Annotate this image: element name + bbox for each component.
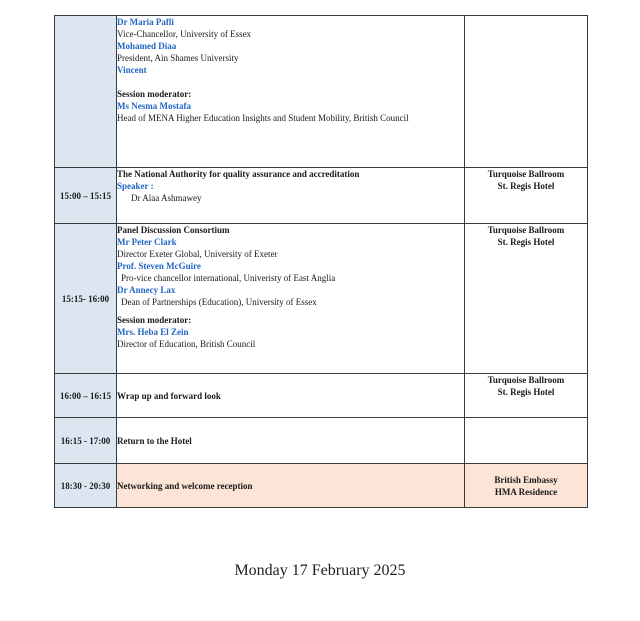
venue-line: Turquoise Ballroom [487, 169, 565, 179]
moderator-heading: Session moderator: [117, 315, 192, 325]
speaker-name: Dr Maria Pafli [117, 17, 174, 27]
time-cell: 15:00 – 15:15 [55, 168, 117, 224]
speaker-role: Vice-Chancellor, University of Essex [117, 29, 252, 39]
speaker-role: Pro-vice chancellor international, Univeristy of East Anglia [121, 273, 336, 283]
venue-line: Turquoise Ballroom [487, 225, 565, 235]
speaker-role: Director Exeter Global, University of Exeter [117, 249, 278, 259]
time-cell: 15:15- 16:00 [55, 224, 117, 374]
moderator-role: Head of MENA Higher Education Insights and Student Mobility, British Council [117, 113, 409, 123]
agenda-row [55, 16, 588, 168]
venue-cell [465, 16, 588, 168]
agenda-table [54, 15, 588, 508]
agenda-body [55, 16, 588, 508]
moderator-heading: Session moderator: [117, 89, 192, 99]
session-title: Networking and welcome reception [117, 480, 253, 491]
moderator-role: Director of Education, British Council [117, 339, 256, 349]
speaker-role: President, Ain Shames University [117, 53, 239, 63]
speaker-name: Mohamed Diaa [117, 41, 177, 51]
venue-line: St. Regis Hotel [497, 237, 555, 247]
session-title: Wrap up and forward look [117, 390, 221, 401]
date-caption: Monday 17 February 2025 [234, 562, 406, 579]
session-title: Panel Discussion Consortium [117, 225, 230, 235]
venue-cell [465, 464, 588, 508]
time-cell [55, 16, 117, 168]
time-cell: 18:30 - 20:30 [55, 464, 117, 508]
description-cell [117, 464, 465, 508]
speaker-name: Mr Peter Clark [117, 237, 177, 247]
venue-line: British Embassy [494, 474, 558, 485]
description-cell [117, 418, 465, 464]
agenda-row-highlighted [55, 464, 588, 508]
session-title: The National Authority for quality assurance and accreditation [117, 169, 360, 179]
session-title: Return to the Hotel [117, 435, 192, 446]
speaker-name: Prof. Steven McGuire [117, 261, 201, 271]
moderator-name: Ms Nesma Mostafa [117, 101, 191, 111]
speaker-name: Dr Alaa Ashmawey [131, 193, 202, 203]
description-cell [117, 16, 465, 168]
moderator-name: Mrs. Heba El Zein [117, 327, 189, 337]
line-spacer [117, 76, 464, 88]
speaker-label: Speaker : [117, 181, 154, 191]
venue-line: HMA Residence [494, 486, 558, 497]
description-cell [117, 374, 465, 418]
speaker-role: Dean of Partnerships (Education), University of Essex [121, 297, 317, 307]
venue-cell [465, 168, 588, 224]
venue-line: St. Regis Hotel [497, 181, 555, 191]
agenda-row [55, 374, 588, 418]
agenda-row [55, 224, 588, 374]
venue-cell [465, 418, 588, 464]
description-cell [117, 168, 465, 224]
speaker-name: Vincent [117, 65, 147, 75]
agenda-row [55, 418, 588, 464]
speaker-name: Dr Annecy Lax [117, 285, 176, 295]
venue-cell [465, 224, 588, 374]
description-cell [117, 224, 465, 374]
time-cell: 16:15 - 17:00 [55, 418, 117, 464]
venue-line: Turquoise Ballroom [487, 375, 565, 385]
agenda-row [55, 168, 588, 224]
time-cell: 16:00 – 16:15 [55, 374, 117, 418]
venue-cell [465, 374, 588, 418]
venue-line: St. Regis Hotel [497, 387, 555, 397]
